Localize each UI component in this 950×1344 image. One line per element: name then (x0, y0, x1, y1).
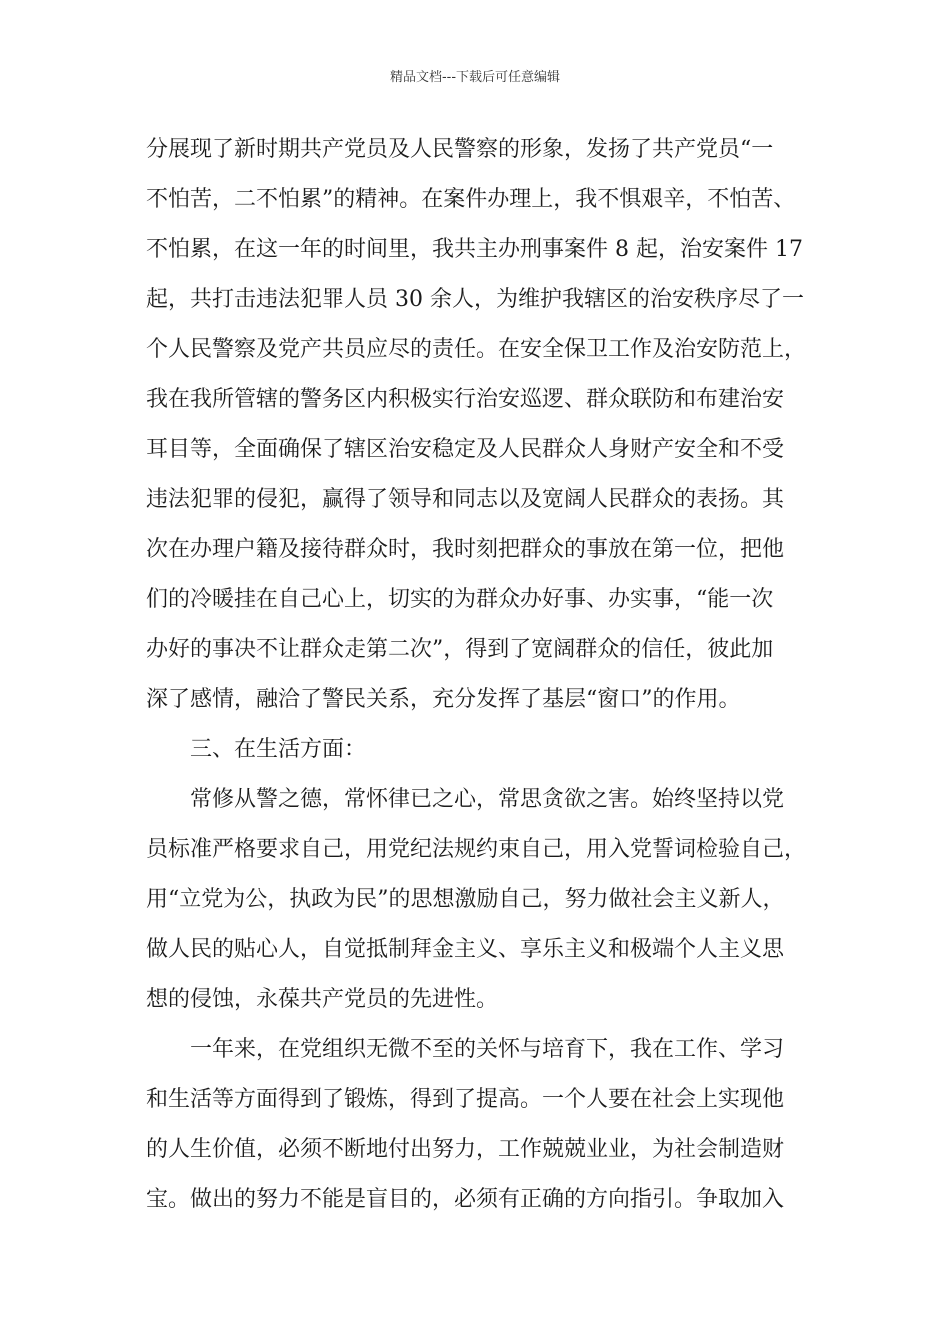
text-line: 员标准严格要求自己，用党纪法规约束自己，用入党誓词检验自己， (146, 837, 807, 862)
text-line: 不怕累，在这一年的时间里，我共主办刑事案件 8 起，治安案件 17 (146, 237, 803, 262)
document-body (146, 125, 811, 1225)
text-line: 一年来，在党组织无微不至的关怀与培育下，我在工作、学习 (190, 1037, 785, 1062)
section-heading: 三、在生活方面： (190, 737, 367, 762)
text-line: 的人生价值，必须不断地付出努力，工作兢兢业业，为社会制造财 (146, 1137, 785, 1162)
text-line: 和生活等方面得到了锻炼，得到了提高。一个人要在社会上实现他 (146, 1087, 785, 1112)
text-line: 个人民警察及党产共员应尽的责任。在安全保卫工作及治安防范上， (146, 337, 807, 362)
text-line: 次在办理户籍及接待群众时，我时刻把群众的事放在第一位，把他 (146, 537, 785, 562)
text-line: 耳目等，全面确保了辖区治安稳定及人民群众人身财产安全和不受 (146, 437, 785, 462)
text-line: 们的冷暖挂在自己心上，切实的为群众办好事、办实事，“能一次 (146, 587, 774, 612)
text-line: 想的侵蚀，永葆共产党员的先进性。 (146, 987, 499, 1012)
text-line: 深了感情，融洽了警民关系，充分发挥了基层“窗口”的作用。 (146, 687, 741, 712)
text-line: 起，共打击违法犯罪人员 30 余人，为维护我辖区的治安秩序尽了一 (146, 287, 804, 312)
page-header: 精品文档---下载后可任意编辑 (389, 70, 561, 85)
text-line: 我在我所管辖的警务区内积极实行治安巡逻、群众联防和布建治安 (146, 387, 785, 412)
text-line: 违法犯罪的侵犯，赢得了领导和同志以及宽阔人民群众的表扬。其 (146, 487, 785, 512)
text-line: 做人民的贴心人，自觉抵制拜金主义、享乐主义和极端个人主义思 (146, 937, 785, 962)
text-line: 用“立党为公，执政为民”的思想激励自己，努力做社会主义新人， (146, 887, 785, 912)
text-line: 办好的事决不让群众走第二次”，得到了宽阔群众的信任，彼此加 (146, 637, 774, 662)
text-line: 分展现了新时期共产党员及人民警察的形象，发扬了共产党员“一 (146, 137, 774, 162)
text-line: 宝。做出的努力不能是盲目的，必须有正确的方向指引。争取加入 (146, 1187, 785, 1212)
text-line: 常修从警之德，常怀律已之心，常思贪欲之害。始终坚持以党 (190, 787, 785, 812)
text-line: 不怕苦，二不怕累”的精神。在案件办理上，我不惧艰辛，不怕苦、 (146, 187, 796, 212)
